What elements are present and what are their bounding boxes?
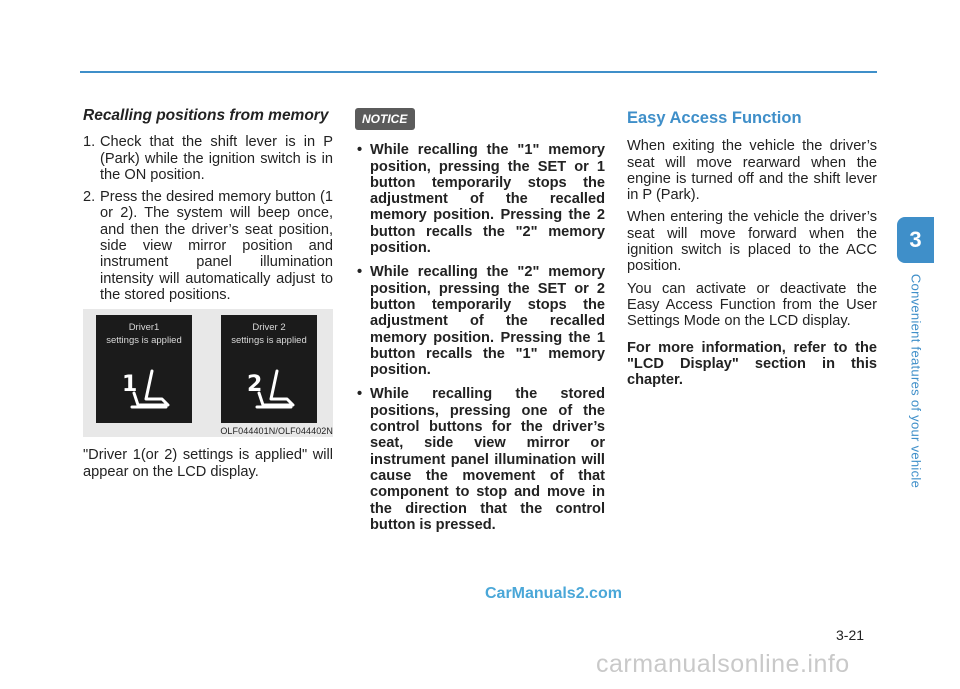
middle-column bbox=[355, 108, 605, 541]
lcd-panel-line2: settings is applied bbox=[231, 335, 307, 347]
right-column bbox=[627, 108, 877, 394]
chapter-label bbox=[897, 268, 934, 494]
step-item bbox=[83, 189, 333, 303]
header-rule bbox=[80, 71, 877, 73]
step-number: 1. bbox=[83, 134, 96, 151]
paragraph: You can activate or deactivate the Easy Access Function from the User Settings Mode on the LCD display. bbox=[627, 280, 877, 330]
step-text: Check that the shift lever is in P (Park) while the ignition switch is in the ON position. bbox=[100, 134, 333, 183]
steps-list bbox=[83, 134, 333, 303]
notice-badge: NOTICE bbox=[355, 108, 415, 130]
left-column bbox=[83, 108, 333, 480]
watermark-footer: carmanualsonline.info bbox=[596, 650, 850, 678]
lcd-panel-line1: Driver1 bbox=[128, 322, 160, 334]
lcd-panel-line2: settings is applied bbox=[106, 335, 182, 347]
notice-item: • While recalling the "2" memory position, pressing the SET or 2 button temporarily stops the adjustment of the recalled memory position. Pressing the 1 button recalls the "1" memory position. bbox=[355, 264, 605, 378]
figure-code: OLF044401N/OLF044402N bbox=[220, 425, 333, 436]
lcd-panel-title bbox=[96, 321, 192, 347]
page-number: 3-21 bbox=[836, 627, 865, 643]
lcd-figure bbox=[83, 309, 333, 437]
lcd-panel-line1: Driver 2 bbox=[252, 322, 286, 334]
seat-memory-1-icon bbox=[118, 365, 170, 417]
seat-memory-2-icon bbox=[243, 365, 295, 417]
notice-item: • While recalling the stored positions, pressing one of the control buttons for the driver’s seat, side view mirror or instrument panel illumination will cause the movement of that component to stop and move in the direction that the control button is pressed. bbox=[355, 386, 605, 533]
lcd-panel-title bbox=[221, 321, 317, 347]
step-item bbox=[83, 134, 333, 183]
seat-memory-number: 2 bbox=[247, 372, 263, 398]
chapter-tab: 3 bbox=[897, 217, 934, 263]
paragraph: When exiting the vehicle the driver’s seat will move rearward when the engine is turned off and the shift lever in P (Park). bbox=[627, 138, 877, 204]
watermark-link[interactable]: CarManuals2.com bbox=[485, 585, 622, 602]
step-number: 2. bbox=[83, 189, 96, 206]
reference-note: For more information, refer to the "LCD Display" section in this chapter. bbox=[627, 339, 877, 389]
notice-item: • While recalling the "1" memory position, pressing the SET or 1 button temporarily stops the adjustment of the recalled memory position. Pressing the 2 button recalls the "2" memory position. bbox=[355, 142, 605, 256]
lcd-panel-driver2 bbox=[221, 315, 317, 423]
lcd-message-note: "Driver 1(or 2) settings is applied" will appear on the LCD display. bbox=[83, 447, 333, 480]
paragraph: When entering the vehicle the driver’s seat will move forward when the ignition switch is placed to the ACC position. bbox=[627, 209, 877, 275]
seat-memory-number: 1 bbox=[122, 372, 138, 398]
step-text: Press the desired memory button (1 or 2). The system will beep once, and then the driver’s seat position, side view mirror position and instrument panel illumination intensity will automatically adjust to the stored positions. bbox=[100, 189, 333, 303]
lcd-panel-driver1 bbox=[96, 315, 192, 423]
chapter-label-text: Convenient features of your vehicle bbox=[908, 273, 923, 489]
subsection-heading: Recalling positions from memory bbox=[83, 107, 329, 124]
notice-list bbox=[355, 142, 605, 533]
section-title: Easy Access Function bbox=[627, 109, 802, 127]
